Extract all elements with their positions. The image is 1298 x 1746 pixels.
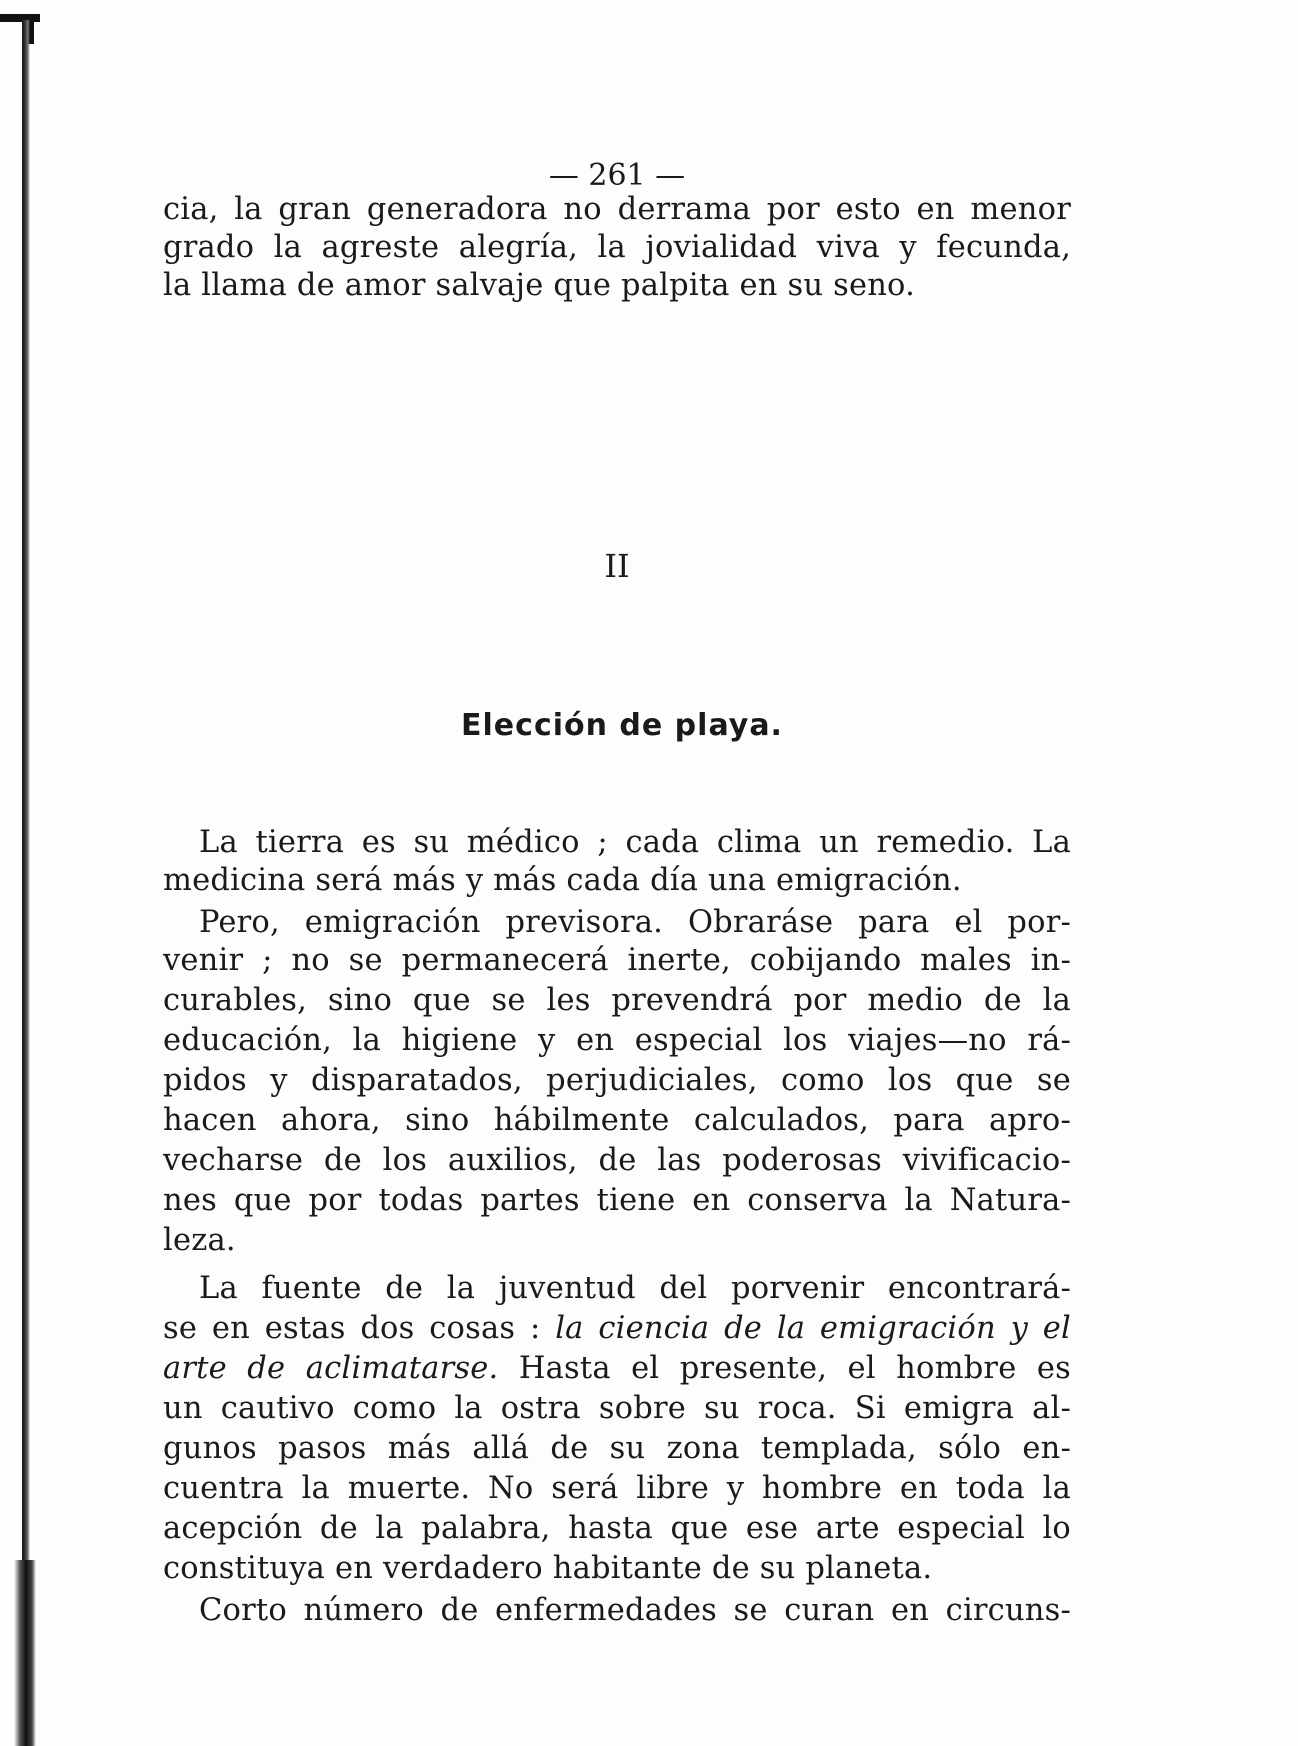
binding-corner-mark [0,14,40,22]
text-run: se en estas dos cosas : [163,1311,556,1346]
italic-run: la ciencia de la emigración y el [555,1311,1071,1346]
text-line: nes que por todas partes tiene en conserva la Natura- [163,1183,1071,1218]
text-line: acepción de la palabra, hasta que ese arte especial lo [163,1511,1071,1546]
text-run: Hasta el presente, el hombre es [498,1351,1071,1386]
text-line: cuentra la muerte. No será libre y hombre en toda la [163,1471,1071,1506]
text-line: gunos pasos más allá de su zona templada, sólo en- [163,1431,1071,1466]
text-line: venir ; no se permanecerá inerte, cobijando males in- [163,943,1071,978]
italic-run: arte de aclimatarse. [163,1351,499,1386]
text-line: grado la agreste alegría, la jovialidad viva y fecunda, [163,230,1071,265]
text-line-mixed [163,1309,1071,1349]
text-line: medicina será más y más cada día una emigración. [163,863,962,898]
binding-edge [22,20,30,1746]
text-line: hacen ahora, sino hábilmente calculados, para apro- [163,1103,1071,1138]
text-line: La fuente de la juventud del porvenir encontrará- [199,1271,1071,1306]
page-number: — 261 — [548,158,686,193]
section-numeral: II [604,547,630,585]
text-line: cia, la gran generadora no derrama por esto en menor [163,192,1071,227]
text-line: vecharse de los auxilios, de las poderosas vivificacio- [163,1143,1071,1178]
text-line: constituya en verdadero habitante de su planeta. [163,1551,933,1586]
text-line: curables, sino que se les prevendrá por medio de la [163,983,1071,1018]
section-title: Elección de playa. [461,708,783,743]
binding-edge-bottom [14,1560,36,1746]
text-line: Corto número de enfermedades se curan en circuns- [199,1593,1071,1628]
text-line: pidos y disparatados, perjudiciales, como los que se [163,1063,1071,1098]
text-line-mixed [163,1349,1071,1389]
text-line: educación, la higiene y en especial los viajes—no rá- [163,1023,1071,1058]
text-line: leza. [163,1223,236,1258]
text-line: la llama de amor salvaje que palpita en su seno. [163,268,915,303]
text-line: un cautivo como la ostra sobre su roca. Si emigra al- [163,1391,1071,1426]
text-line: Pero, emigración previsora. Obraráse para el por- [199,905,1071,940]
text-line: La tierra es su médico ; cada clima un remedio. La [199,825,1071,860]
